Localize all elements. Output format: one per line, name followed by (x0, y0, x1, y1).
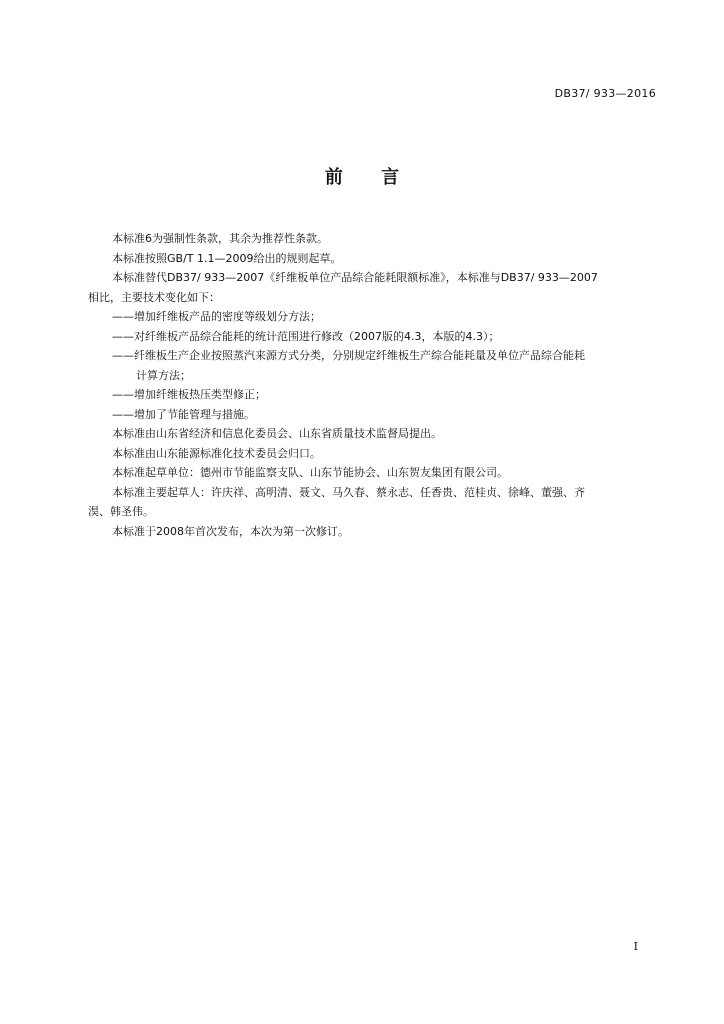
list-item: ——增加纤维板产品的密度等级划分方法； (112, 310, 321, 323)
paragraph: 本标准按照GB/T 1.1—2009给出的规则起草。 (112, 251, 342, 265)
paragraph: 本标准替代DB37/ 933—2007《纤维板单位产品综合能耗限额标准》，本标准与DB37/ 933—2007 (112, 271, 598, 284)
paragraph-continuation: 相比，主要技术变化如下： (88, 290, 220, 304)
list-item-continuation: 计算方法； (136, 368, 191, 382)
list-item: ——增加纤维板热压类型修正； (112, 388, 266, 401)
list-item: ——纤维板生产企业按照蒸汽来源方式分类，分别规定纤维板生产综合能耗量及单位产品综合能耗 (112, 349, 585, 362)
document-code: DB37/ 933—2016 (554, 87, 656, 100)
paragraph: 本标准6为强制性条款，其余为推荐性条款。 (112, 232, 328, 245)
paragraph: 本标准由山东省经济和信息化委员会、山东省质量技术监督局提出。 (112, 427, 442, 440)
list-item: ——对纤维板产品综合能耗的统计范围进行修改（2007版的4.3，本版的4.3）； (112, 329, 500, 343)
page-title: 前 言 (324, 167, 416, 188)
paragraph: 本标准主要起草人：许庆祥、高明清、聂文、马久春、蔡永志、任香贵、范桂贞、徐峰、董强、齐 (112, 485, 585, 499)
paragraph: 本标准由山东能源标准化技术委员会归口。 (112, 446, 321, 460)
paragraph-continuation: 淏、韩圣伟。 (88, 505, 154, 518)
foreword-body (88, 229, 660, 541)
paragraph: 本标准起草单位：德州市节能监察支队、山东节能协会、山东贺友集团有限公司。 (112, 466, 508, 479)
page-number: I (633, 940, 638, 953)
list-item: ——增加了节能管理与措施。 (112, 407, 255, 421)
paragraph: 本标准于2008年首次发布，本次为第一次修订。 (112, 524, 349, 538)
